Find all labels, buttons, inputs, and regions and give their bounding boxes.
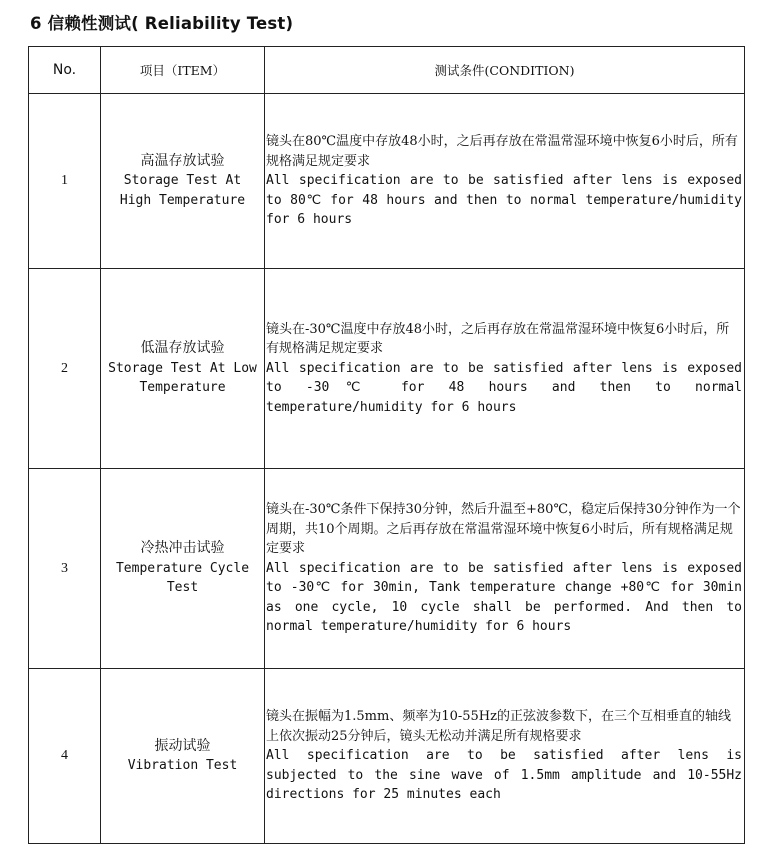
item-name-en: Temperature Cycle Test bbox=[115, 560, 250, 596]
item-name-en: Vibration Test bbox=[127, 758, 238, 773]
table-row bbox=[29, 94, 745, 269]
test-item bbox=[101, 269, 265, 469]
table-row bbox=[29, 269, 745, 469]
test-condition bbox=[265, 94, 745, 269]
condition-zh: 镜头在振幅为1.5mm、频率为10-55Hz的正弦波参数下，在三个互相垂直的轴线上依次振动25分钟后，镜头无松动并满足所有规格要求 bbox=[266, 709, 731, 744]
test-condition bbox=[265, 669, 745, 844]
row-number: 3 bbox=[29, 469, 101, 669]
header-no: No. bbox=[29, 47, 101, 94]
test-condition bbox=[265, 469, 745, 669]
header-item: 项目（ITEM） bbox=[101, 47, 265, 94]
test-item bbox=[101, 94, 265, 269]
condition-zh: 镜头在-30℃温度中存放48小时，之后再存放在常温常湿环境中恢复6小时后，所有规格满足规定要求 bbox=[266, 321, 730, 357]
condition-en: All specification are to be satisfied after lens is exposed to -30℃ for 30min, Tank temperature change +80℃ for 30min as one cycle, 10 cycle shall be performed. And then to normal temperature/humidity for 6 hours bbox=[266, 560, 742, 635]
row-number: 4 bbox=[29, 669, 101, 844]
condition-en: All specification are to be satisfied after lens is exposed to -30℃ for 48 hours and then to normal temperature/humidity for 6 hours bbox=[266, 360, 742, 415]
test-item bbox=[101, 669, 265, 844]
table-row bbox=[29, 469, 745, 669]
condition-en: All specification are to be satisfied after lens is exposed to 80℃ for 48 hours and then to normal temperature/humidity for 6 hours bbox=[266, 173, 742, 228]
item-name-en: Storage Test At Low Temperature bbox=[108, 360, 257, 396]
row-number: 1 bbox=[29, 94, 101, 269]
section-title: 6 信赖性测试( Reliability Test) bbox=[30, 14, 294, 33]
item-name-en: Storage Test At High Temperature bbox=[119, 173, 246, 208]
item-name-zh: 振动试验 bbox=[154, 737, 211, 754]
item-name-zh: 冷热冲击试验 bbox=[140, 540, 225, 557]
condition-zh: 镜头在-30℃条件下保持30分钟，然后升温至+80℃，稳定后保持30分钟作为一个周期，共10个周期。之后再存放在常温常湿环境中恢复6小时后，所有规格满足规定要求 bbox=[266, 502, 741, 557]
table-header-row bbox=[29, 47, 745, 94]
condition-zh: 镜头在80℃温度中存放48小时，之后再存放在常温常湿环境中恢复6小时后，所有规格满足规定要求 bbox=[266, 134, 738, 169]
table-row bbox=[29, 669, 745, 844]
test-item bbox=[101, 469, 265, 669]
condition-en: All specification are to be satisfied after lens is subjected to the sine wave of 1.5mm amplitude and 10-55Hz directions for 25 minutes each bbox=[266, 748, 742, 803]
item-name-zh: 高温存放试验 bbox=[140, 152, 225, 169]
header-condition: 测试条件(CONDITION) bbox=[265, 47, 745, 94]
row-number: 2 bbox=[29, 269, 101, 469]
reliability-test-table bbox=[28, 46, 745, 844]
item-name-zh: 低温存放试验 bbox=[140, 340, 225, 357]
test-condition bbox=[265, 269, 745, 469]
